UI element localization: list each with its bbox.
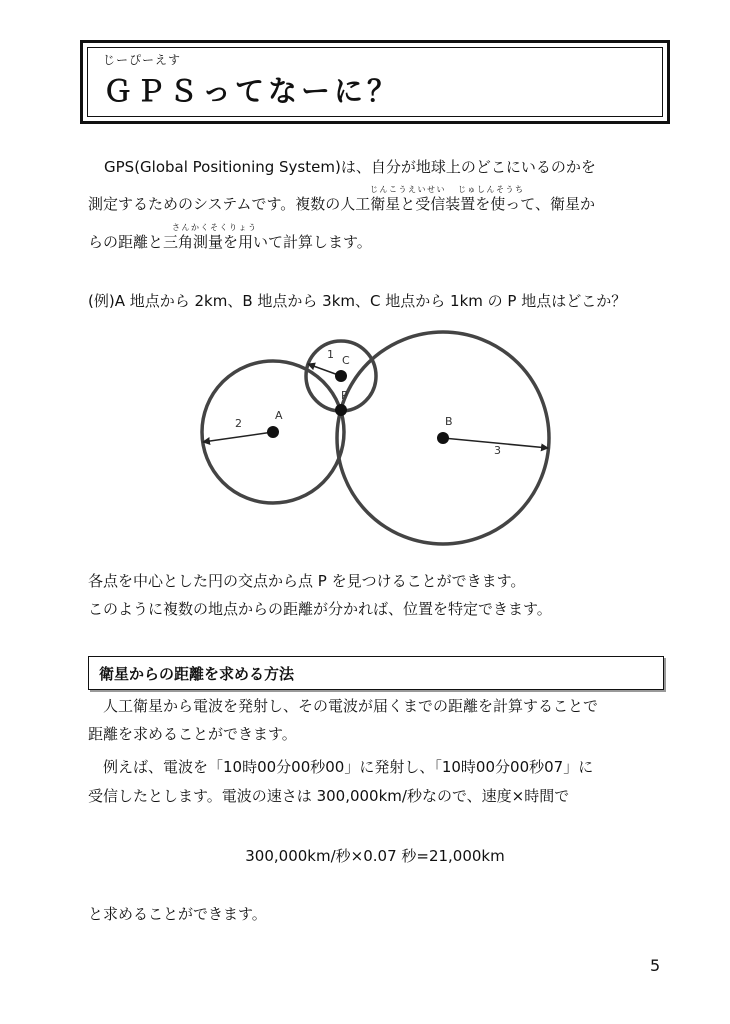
section-line-2: 距離を求めることができます。 [88, 725, 297, 743]
point-a [267, 426, 279, 438]
example-question: (例)A 地点から 2km、B 地点から 3km、C 地点から 1km の P 地点はどこか？ [88, 292, 627, 310]
radius-label-b: 3 [494, 444, 501, 457]
label-p: P [341, 389, 348, 402]
point-b [437, 432, 449, 444]
radius-label-a: 2 [235, 417, 242, 430]
page-title: ＧＰＳってなーに？ [103, 74, 401, 108]
page-number: 5 [650, 956, 661, 975]
point-c [335, 370, 347, 382]
section-line-3: 例えば、電波を「10時00分00秒00」に発射し、「10時00分00秒07」に [88, 758, 594, 776]
intro-line-1: GPS(Global Positioning System)は、自分が地球上のどこにいるのかを [104, 158, 596, 176]
intro-line-2: 測定するためのシステムです。複数の人工衛星と受信装置を使って、衛星か [88, 195, 596, 213]
label-a: A [275, 409, 283, 422]
ruby-jinkou-eisei: じんこうえいせい [370, 185, 446, 194]
title-ruby: じーぴーえす [103, 53, 182, 67]
explanation-line-2: このように複数の地点からの距離が分かれば、位置を特定できます。 [88, 600, 552, 618]
title-box [80, 40, 670, 124]
section-line-1: 人工衛星から電波を発射し、その電波が届くまでの距離を計算することで [88, 697, 599, 715]
ruby-sankaku-sokuryou: さんかくそくりょう [172, 223, 258, 232]
label-b: B [445, 415, 453, 428]
point-p [335, 404, 347, 416]
section-title: 衛星からの距離を求める方法 [99, 665, 295, 683]
conclusion: と求めることができます。 [88, 905, 267, 923]
intro-line-3: らの距離と三角測量を用いて計算します。 [88, 233, 372, 251]
trilateration-diagram [195, 328, 560, 550]
section-header [88, 656, 664, 690]
section-line-4: 受信したとします。電波の速さは 300,000km/秒なので、速度×時間で [88, 787, 570, 805]
radius-line-a [203, 432, 273, 442]
explanation-line-1: 各点を中心とした円の交点から点 P を見つけることができます。 [88, 572, 526, 590]
label-c: C [342, 354, 350, 367]
ruby-jushin-souchi: じゅしんそうち [458, 185, 525, 194]
radius-label-c: 1 [327, 348, 334, 361]
formula: 300,000km/秒×0.07 秒=21,000km [245, 847, 505, 865]
